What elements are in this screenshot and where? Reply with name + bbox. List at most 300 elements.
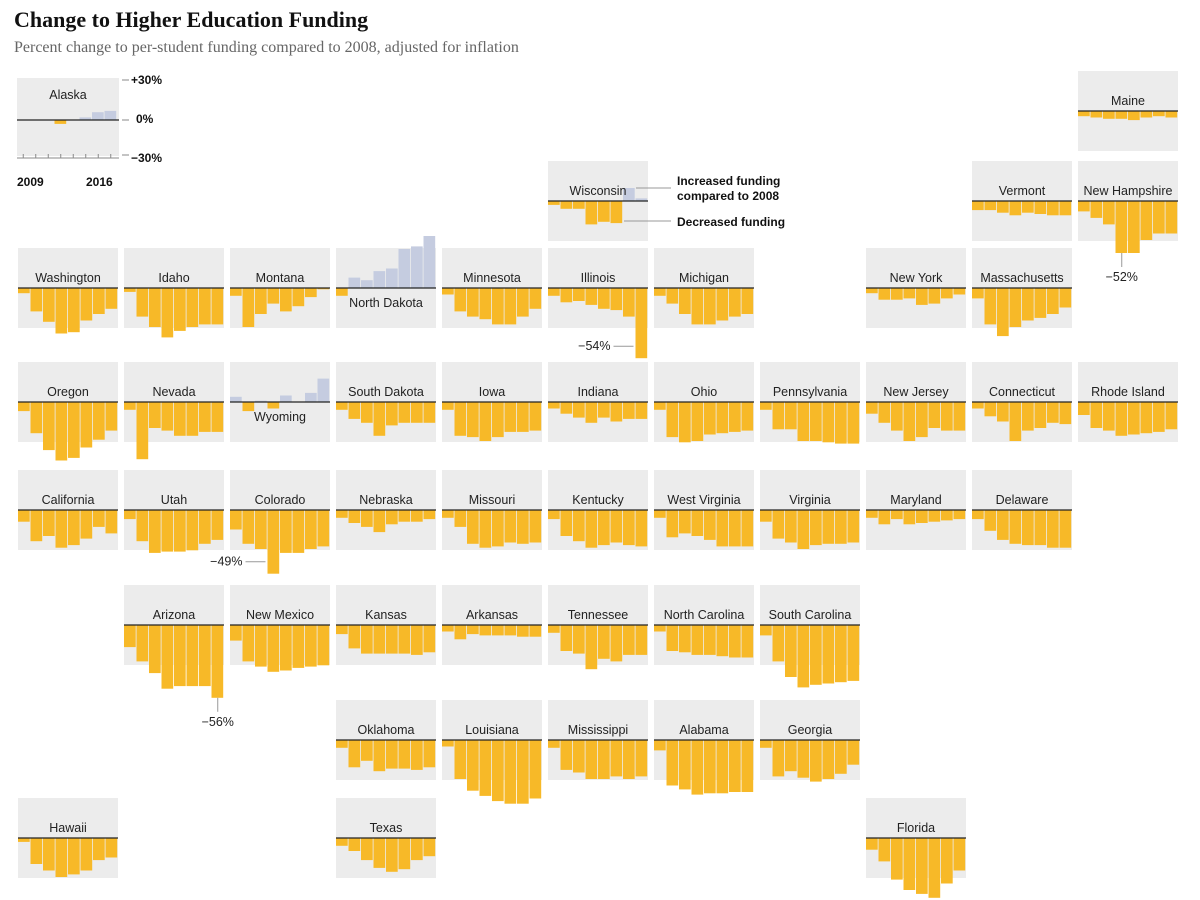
state-label: Tennessee	[567, 608, 629, 622]
bar-colorado-2010	[243, 510, 255, 544]
state-tile-new-mexico	[230, 585, 330, 672]
bar-montana-2014	[293, 288, 305, 306]
bar-indiana-2012	[586, 402, 598, 423]
bar-north-dakota-2014	[399, 249, 411, 288]
bar-nevada-2014	[187, 402, 199, 436]
bar-maryland-2013	[916, 510, 928, 523]
state-tile-colorado	[230, 470, 330, 574]
bar-indiana-2010	[561, 402, 573, 414]
state-tile-louisiana	[442, 700, 542, 804]
bar-mississippi-2016	[636, 740, 648, 776]
bar-alabama-2012	[692, 740, 704, 795]
bar-illinois-2013	[598, 288, 610, 309]
bar-west-virginia-2012	[692, 510, 704, 536]
state-tile-maryland	[866, 470, 966, 550]
bar-arkansas-2010	[455, 625, 467, 639]
bar-oregon-2009	[18, 402, 30, 411]
bar-massachusetts-2010	[985, 288, 997, 324]
bar-hawaii-2014	[81, 838, 93, 871]
bar-louisiana-2014	[505, 740, 517, 804]
bar-rhode-island-2015	[1153, 402, 1165, 432]
bar-missouri-2015	[517, 510, 529, 544]
bar-indiana-2016	[636, 402, 648, 419]
state-tile-arizona	[124, 585, 224, 698]
bar-mississippi-2015	[623, 740, 635, 779]
bar-ohio-2013	[704, 402, 716, 435]
bar-iowa-2012	[480, 402, 492, 441]
state-tile-iowa	[442, 362, 542, 442]
bar-tennessee-2014	[611, 625, 623, 661]
bar-washington-2016	[106, 288, 118, 309]
annotation-value: −54%	[578, 339, 611, 354]
bar-connecticut-2012	[1010, 402, 1022, 441]
bar-illinois-2012	[586, 288, 598, 305]
bar-utah-2011	[149, 510, 161, 553]
bar-north-dakota-2013	[386, 269, 398, 289]
bar-louisiana-2010	[455, 740, 467, 779]
bar-idaho-2016	[212, 288, 224, 324]
bar-wisconsin-2011	[573, 201, 585, 209]
bar-arizona-2011	[149, 625, 161, 673]
bar-california-2016	[106, 510, 118, 533]
state-tile-nebraska	[336, 470, 436, 550]
bar-arizona-2010	[137, 625, 149, 661]
bar-nevada-2009	[124, 402, 136, 410]
bar-kansas-2014	[399, 625, 411, 654]
bar-alabama-2015	[729, 740, 741, 792]
bar-ohio-2010	[667, 402, 679, 437]
state-label: Virginia	[789, 493, 831, 507]
bar-new-york-2011	[891, 288, 903, 300]
bar-kentucky-2016	[636, 510, 648, 546]
bar-indiana-2014	[611, 402, 623, 422]
bar-new-hampshire-2013	[1128, 201, 1140, 253]
bar-minnesota-2013	[492, 288, 504, 324]
bar-vermont-2016	[1060, 201, 1072, 215]
bar-louisiana-2015	[517, 740, 529, 804]
bar-south-dakota-2016	[424, 402, 436, 423]
bar-connecticut-2010	[985, 402, 997, 416]
bar-tennessee-2009	[548, 625, 560, 633]
bar-south-carolina-2011	[785, 625, 797, 677]
bar-arkansas-2014	[505, 625, 517, 635]
state-tile-michigan	[654, 248, 754, 328]
bar-nebraska-2014	[399, 510, 411, 522]
bar-kentucky-2009	[548, 510, 560, 519]
bar-rhode-island-2013	[1128, 402, 1140, 435]
bar-pennsylvania-2015	[835, 402, 847, 444]
bar-maryland-2015	[941, 510, 953, 520]
bar-kentucky-2010	[561, 510, 573, 536]
bar-connecticut-2013	[1022, 402, 1034, 431]
bar-florida-2013	[916, 838, 928, 894]
bar-virginia-2012	[798, 510, 810, 549]
bar-kentucky-2012	[586, 510, 598, 548]
state-label: North Dakota	[349, 296, 423, 310]
bar-arkansas-2013	[492, 625, 504, 635]
bar-kansas-2011	[361, 625, 373, 654]
bar-washington-2012	[56, 288, 68, 334]
bar-tennessee-2012	[586, 625, 598, 669]
state-tile-kansas	[336, 585, 436, 665]
bar-north-carolina-2015	[729, 625, 741, 658]
bar-new-jersey-2016	[954, 402, 966, 431]
bar-nebraska-2012	[374, 510, 386, 532]
bar-louisiana-2011	[467, 740, 479, 791]
bar-nebraska-2011	[361, 510, 373, 527]
bar-new-mexico-2012	[268, 625, 280, 672]
bar-maine-2011	[1103, 111, 1115, 119]
state-tile-tennessee	[548, 585, 648, 669]
state-label: Massachusetts	[980, 271, 1064, 285]
bar-new-hampshire-2012	[1116, 201, 1128, 253]
bar-alaska-2016	[105, 111, 117, 120]
state-label: Oregon	[47, 385, 89, 399]
bar-west-virginia-2015	[729, 510, 741, 546]
bar-missouri-2014	[505, 510, 517, 543]
state-tile-florida	[866, 798, 966, 898]
bar-mississippi-2010	[561, 740, 573, 770]
bar-missouri-2009	[442, 510, 454, 518]
bar-nevada-2013	[174, 402, 186, 436]
bar-arizona-2013	[174, 625, 186, 686]
bar-minnesota-2016	[530, 288, 542, 309]
bar-nevada-2015	[199, 402, 211, 432]
state-label: Rhode Island	[1091, 385, 1165, 399]
state-label: Arizona	[152, 608, 196, 622]
bar-wyoming-2013	[280, 396, 292, 403]
bar-massachusetts-2011	[997, 288, 1009, 336]
legend-x-start-label: 2009	[17, 175, 44, 189]
state-label: South Dakota	[348, 385, 424, 399]
bar-illinois-2016	[636, 288, 648, 358]
bar-florida-2012	[904, 838, 916, 890]
bar-oklahoma-2009	[336, 740, 348, 748]
state-label: Hawaii	[49, 821, 87, 835]
bar-delaware-2012	[1010, 510, 1022, 544]
state-tile-utah	[124, 470, 224, 553]
annotation-colorado	[210, 555, 265, 569]
bar-montana-2009	[230, 288, 242, 296]
bar-new-york-2014	[929, 288, 941, 304]
bar-new-mexico-2013	[280, 625, 292, 671]
state-tile-missouri	[442, 470, 542, 550]
bar-new-jersey-2009	[866, 402, 878, 414]
bar-connecticut-2016	[1060, 402, 1072, 424]
bar-california-2012	[56, 510, 68, 548]
bar-florida-2010	[879, 838, 891, 861]
bar-nebraska-2009	[336, 510, 348, 518]
bar-connecticut-2011	[997, 402, 1009, 422]
bar-rhode-island-2011	[1103, 402, 1115, 431]
state-tile-new-jersey	[866, 362, 966, 442]
state-tile-massachusetts	[972, 248, 1072, 336]
bar-nevada-2011	[149, 402, 161, 428]
bar-rhode-island-2014	[1141, 402, 1153, 433]
bar-michigan-2010	[667, 288, 679, 304]
bar-new-mexico-2010	[243, 625, 255, 661]
bar-indiana-2015	[623, 402, 635, 419]
bar-pennsylvania-2009	[760, 402, 772, 410]
bar-minnesota-2012	[480, 288, 492, 319]
state-label: Indiana	[577, 385, 619, 399]
bar-texas-2009	[336, 838, 348, 846]
state-label: Alaska	[49, 88, 87, 102]
bar-alabama-2011	[679, 740, 691, 789]
bar-arizona-2015	[199, 625, 211, 686]
bar-north-carolina-2012	[692, 625, 704, 655]
bar-georgia-2011	[785, 740, 797, 771]
bar-utah-2012	[162, 510, 174, 552]
bar-delaware-2014	[1035, 510, 1047, 545]
bar-kentucky-2014	[611, 510, 623, 543]
bar-arizona-2012	[162, 625, 174, 689]
bar-wyoming-2010	[243, 402, 255, 411]
bar-colorado-2015	[305, 510, 317, 549]
bar-connecticut-2009	[972, 402, 984, 409]
bar-nevada-2016	[212, 402, 224, 432]
bar-new-jersey-2012	[904, 402, 916, 441]
bar-florida-2015	[941, 838, 953, 884]
bar-wisconsin-2012	[586, 201, 598, 224]
bar-utah-2010	[137, 510, 149, 541]
bar-colorado-2011	[255, 510, 267, 549]
bar-delaware-2013	[1022, 510, 1034, 545]
bar-west-virginia-2016	[742, 510, 754, 546]
bar-ohio-2012	[692, 402, 704, 441]
bar-wyoming-2016	[318, 379, 330, 402]
bar-vermont-2011	[997, 201, 1009, 213]
bar-south-carolina-2015	[835, 625, 847, 682]
bar-north-dakota-2010	[349, 278, 361, 288]
bar-illinois-2015	[623, 288, 635, 317]
bar-massachusetts-2014	[1035, 288, 1047, 318]
state-tile-delaware	[972, 470, 1072, 550]
bar-west-virginia-2014	[717, 510, 729, 546]
bar-new-jersey-2013	[916, 402, 928, 437]
chart-legend	[17, 73, 785, 229]
state-tile-oklahoma	[336, 700, 436, 780]
bar-wyoming-2009	[230, 397, 242, 402]
bar-south-dakota-2009	[336, 402, 348, 410]
bar-nebraska-2015	[411, 510, 423, 522]
bar-south-dakota-2014	[399, 402, 411, 423]
state-label: Montana	[255, 271, 305, 285]
state-tile-texas	[336, 798, 436, 878]
bar-california-2013	[68, 510, 80, 545]
bar-south-dakota-2015	[411, 402, 423, 423]
legend-x-end-label: 2016	[86, 175, 113, 189]
state-label: Maryland	[890, 493, 942, 507]
bar-utah-2014	[187, 510, 199, 550]
bar-iowa-2013	[492, 402, 504, 437]
bar-oklahoma-2011	[361, 740, 373, 761]
bar-minnesota-2015	[517, 288, 529, 317]
bar-maryland-2012	[904, 510, 916, 524]
bar-texas-2015	[411, 838, 423, 860]
bar-south-dakota-2010	[349, 402, 361, 419]
bar-illinois-2010	[561, 288, 573, 302]
bar-kansas-2009	[336, 625, 348, 634]
bar-illinois-2011	[573, 288, 585, 301]
bar-oregon-2014	[81, 402, 93, 448]
legend-decrease-label: Decreased funding	[677, 215, 786, 229]
bar-louisiana-2016	[530, 740, 542, 799]
state-label: Michigan	[678, 271, 730, 285]
bar-kansas-2010	[349, 625, 361, 648]
bar-virginia-2013	[810, 510, 822, 545]
bar-alabama-2009	[654, 740, 666, 750]
bar-kentucky-2011	[573, 510, 585, 541]
bar-kansas-2016	[424, 625, 436, 652]
bar-south-carolina-2013	[810, 625, 822, 685]
bar-new-hampshire-2009	[1078, 201, 1090, 211]
legend-increase-label: Increased funding	[677, 174, 781, 188]
state-label: Mississippi	[567, 723, 629, 737]
bar-virginia-2014	[823, 510, 835, 544]
bar-indiana-2011	[573, 402, 585, 418]
state-label: Maine	[1110, 94, 1146, 108]
bar-nebraska-2013	[386, 510, 398, 524]
state-label: Nevada	[152, 385, 196, 399]
bar-oregon-2010	[31, 402, 43, 433]
state-tile-vermont	[972, 161, 1072, 241]
bar-alaska-2015	[92, 112, 104, 120]
bar-iowa-2011	[467, 402, 479, 437]
bar-florida-2014	[929, 838, 941, 898]
state-label: Texas	[369, 821, 403, 835]
bar-minnesota-2010	[455, 288, 467, 311]
state-label: Nebraska	[359, 493, 413, 507]
state-tile-north-carolina	[654, 585, 754, 665]
state-label: North Carolina	[663, 608, 745, 622]
bar-alabama-2016	[742, 740, 754, 792]
bar-washington-2011	[43, 288, 55, 322]
state-tile-washington	[18, 248, 118, 334]
bar-ohio-2014	[717, 402, 729, 433]
state-tile-oregon	[18, 362, 118, 461]
bar-south-dakota-2011	[361, 402, 373, 423]
bar-california-2015	[93, 510, 105, 527]
bar-tennessee-2011	[573, 625, 585, 654]
bar-texas-2010	[349, 838, 361, 851]
annotation-arizona	[202, 698, 234, 729]
bar-maryland-2014	[929, 510, 941, 522]
annotation-illinois	[578, 339, 633, 353]
bar-utah-2016	[212, 510, 224, 540]
state-label: Idaho	[158, 271, 190, 285]
bar-georgia-2013	[810, 740, 822, 782]
bar-vermont-2015	[1047, 201, 1059, 215]
bar-idaho-2013	[174, 288, 186, 331]
bar-minnesota-2014	[505, 288, 517, 324]
bar-missouri-2013	[492, 510, 504, 546]
bar-south-carolina-2009	[760, 625, 772, 635]
bar-connecticut-2014	[1035, 402, 1047, 428]
state-label: Arkansas	[465, 608, 519, 622]
bar-north-carolina-2013	[704, 625, 716, 655]
annotation-new-hampshire	[1106, 253, 1138, 284]
bar-montana-2011	[255, 288, 267, 314]
bar-new-hampshire-2016	[1166, 201, 1178, 234]
bar-pennsylvania-2014	[823, 402, 835, 442]
bar-west-virginia-2011	[679, 510, 691, 533]
bar-alabama-2014	[717, 740, 729, 793]
bar-pennsylvania-2010	[773, 402, 785, 429]
bar-louisiana-2013	[492, 740, 504, 801]
bar-michigan-2016	[742, 288, 754, 314]
state-label: Washington	[35, 271, 101, 285]
bar-delaware-2015	[1047, 510, 1059, 548]
bar-north-dakota-2009	[336, 288, 348, 296]
bar-iowa-2015	[517, 402, 529, 432]
bar-oklahoma-2012	[374, 740, 386, 771]
state-tile-wisconsin	[548, 161, 671, 241]
state-label: Missouri	[468, 493, 516, 507]
bar-georgia-2015	[835, 740, 847, 774]
state-label: Colorado	[254, 493, 306, 507]
bar-kentucky-2013	[598, 510, 610, 545]
state-label: New Mexico	[245, 608, 315, 622]
legend-y-zero-label: 0%	[136, 112, 154, 126]
bar-kansas-2015	[411, 625, 423, 655]
bar-texas-2012	[374, 838, 386, 868]
bar-georgia-2014	[823, 740, 835, 779]
bar-kansas-2012	[374, 625, 386, 654]
bar-wisconsin-2010	[561, 201, 573, 209]
bar-west-virginia-2010	[667, 510, 679, 537]
bar-washington-2010	[31, 288, 43, 311]
bar-oregon-2013	[68, 402, 80, 458]
state-tile-idaho	[124, 248, 224, 337]
bar-north-dakota-2012	[374, 271, 386, 288]
bar-south-carolina-2010	[773, 625, 785, 661]
state-label: Illinois	[580, 271, 616, 285]
bar-vermont-2012	[1010, 201, 1022, 215]
bar-hawaii-2016	[106, 838, 118, 858]
state-tile-alabama	[654, 700, 754, 795]
bar-new-york-2013	[916, 288, 928, 305]
bar-wyoming-2012	[268, 402, 280, 409]
bar-oklahoma-2015	[411, 740, 423, 770]
bar-indiana-2009	[548, 402, 560, 409]
bar-georgia-2012	[798, 740, 810, 778]
bar-north-carolina-2011	[679, 625, 691, 652]
bar-massachusetts-2009	[972, 288, 984, 298]
bar-mississippi-2009	[548, 740, 560, 748]
bar-wyoming-2015	[305, 393, 317, 402]
bar-hawaii-2012	[56, 838, 68, 877]
bar-oregon-2012	[56, 402, 68, 461]
bar-vermont-2013	[1022, 201, 1034, 213]
bar-arizona-2009	[124, 625, 136, 647]
bar-north-dakota-2011	[361, 280, 373, 288]
bar-oregon-2011	[43, 402, 55, 450]
bar-delaware-2010	[985, 510, 997, 531]
bar-florida-2011	[891, 838, 903, 880]
bar-california-2014	[81, 510, 93, 539]
bar-idaho-2015	[199, 288, 211, 324]
state-label: Pennsylvania	[772, 385, 848, 399]
bar-oklahoma-2013	[386, 740, 398, 769]
bar-north-carolina-2010	[667, 625, 679, 651]
bar-michigan-2015	[729, 288, 741, 317]
bar-delaware-2009	[972, 510, 984, 519]
bar-new-hampshire-2010	[1091, 201, 1103, 218]
bar-iowa-2010	[455, 402, 467, 436]
state-tile-south-dakota	[336, 362, 436, 442]
bar-massachusetts-2015	[1047, 288, 1059, 314]
